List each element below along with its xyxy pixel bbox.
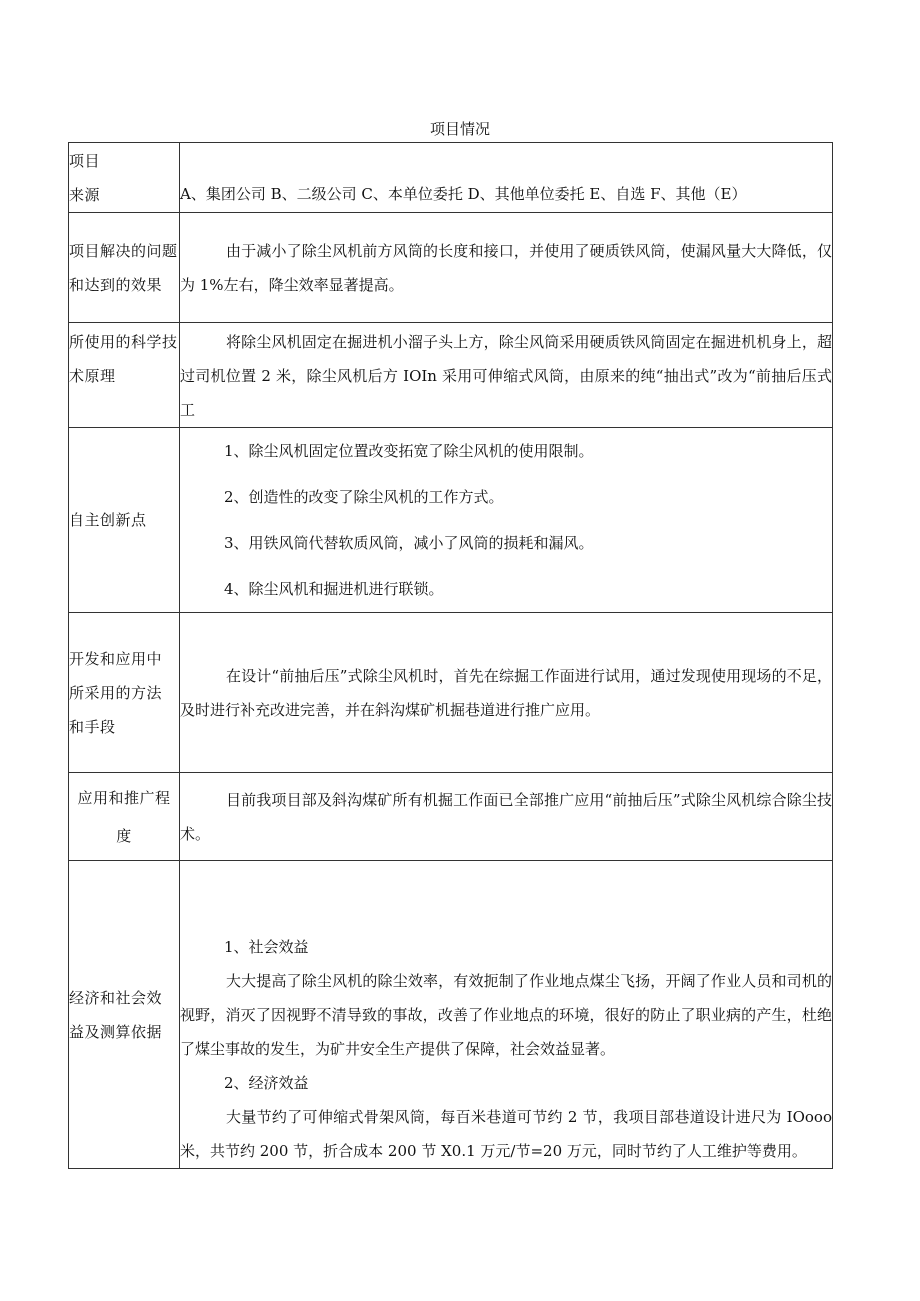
- principle-label: 所使用的科学技术原理: [69, 323, 180, 428]
- benefits-cell: [180, 861, 833, 1169]
- principle-text: 将除尘风机固定在掘进机小溜子头上方，除尘风筒采用硬质铁风筒固定在掘进机机身上，超过司机位置 2 米，除尘风机后方 IOIn 采用可伸缩式风筒，由原来的纯“抽出式”改为“前抽后压式工: [180, 333, 832, 419]
- innovation-item-1: 1、除尘风机固定位置改变拓宽了除尘风机的使用限制。: [224, 442, 594, 460]
- methods-cell: [180, 613, 833, 773]
- source-label-line2: 来源: [69, 185, 101, 204]
- source-label-line1: 项目: [69, 151, 101, 170]
- innovation-label: 自主创新点: [69, 428, 180, 613]
- problem-cell: [180, 213, 833, 323]
- innovation-item-3: 3、用铁风筒代替软质风筒，减小了风筒的损耗和漏风。: [224, 534, 594, 552]
- problem-text: 由于减小了除尘风机前方风筒的长度和接口，并使用了硬质铁风筒，使漏风量大大降低，仅为 1%左右，降尘效率显著提高。: [180, 241, 832, 294]
- application-cell: [180, 773, 833, 861]
- row-innovation: [69, 428, 833, 613]
- benefits-label: [69, 861, 180, 1169]
- row-benefits: [69, 861, 833, 1169]
- principle-cell: [180, 323, 833, 428]
- application-label-line2: 度: [116, 826, 132, 845]
- row-source: [69, 143, 833, 213]
- social-benefit-heading: 1、社会效益: [224, 938, 309, 956]
- application-label: [69, 773, 180, 861]
- row-problem: [69, 213, 833, 323]
- application-label-line1: 应用和推广程: [77, 788, 171, 807]
- benefits-label-line2: 益及测算依据: [69, 1022, 163, 1041]
- source-value-cell: [180, 143, 833, 213]
- problem-label: 项目解决的问题和达到的效果: [69, 213, 180, 323]
- methods-label: [69, 613, 180, 773]
- innovation-item-4: 4、除尘风机和掘进机进行联锁。: [224, 580, 444, 598]
- innovation-cell: [180, 428, 833, 613]
- project-info-table: [68, 142, 833, 1169]
- economic-benefit-heading: 2、经济效益: [224, 1074, 309, 1092]
- innovation-item-2: 2、创造性的改变了除尘风机的工作方式。: [224, 488, 504, 506]
- benefits-label-line1: 经济和社会效: [69, 988, 163, 1007]
- methods-label-line2: 所采用的方法: [69, 683, 163, 702]
- social-benefit-text: 大大提高了除尘风机的除尘效率，有效扼制了作业地点煤尘飞扬，开阔了作业人员和司机的视野，消灭了因视野不清导致的事故，改善了作业地点的环境，很好的防止了职业病的产生，杜绝了煤尘事故的发生，为矿井安全生产提供了保障，社会效益显著。: [180, 972, 832, 1058]
- page-title: 项目情况: [429, 120, 490, 138]
- row-application: [69, 773, 833, 861]
- economic-benefit-text: 大量节约了可伸缩式骨架风筒，每百米巷道可节约 2 节，我项目部巷道设计进尺为 IOooo 米，共节约 200 节，折合成本 200 节 X0.1 万元/节=20 万元，同时节约了人工维护等费用。: [180, 1108, 832, 1160]
- methods-label-line1: 开发和应用中: [69, 649, 163, 668]
- methods-label-line3: 和手段: [69, 717, 116, 736]
- row-principle: [69, 323, 833, 428]
- source-label: [69, 143, 180, 213]
- source-value: A、集团公司 B、二级公司 C、本单位委托 D、其他单位委托 E、自选 F、其他（E）: [180, 185, 747, 203]
- methods-text: 在设计“前抽后压”式除尘风机时，首先在综掘工作面进行试用，通过发现使用现场的不足，及时进行补充改进完善，并在斜沟煤矿机掘巷道进行推广应用。: [180, 666, 832, 719]
- row-methods: [69, 613, 833, 773]
- application-text: 目前我项目部及斜沟煤矿所有机掘工作面已全部推广应用“前抽后压”式除尘风机综合除尘技术。: [180, 790, 832, 843]
